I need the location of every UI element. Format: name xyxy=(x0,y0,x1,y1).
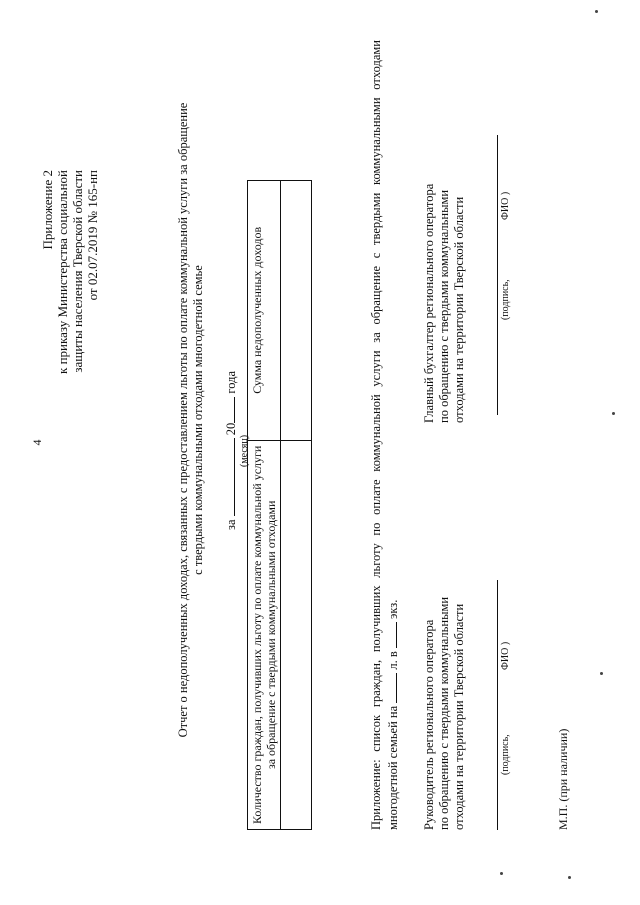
scan-speck xyxy=(612,412,615,415)
table-row xyxy=(281,181,312,830)
table-cell-sum xyxy=(281,181,312,441)
accountant-signature-line xyxy=(497,135,498,415)
stamp-placeholder: М.П. (при наличии) xyxy=(556,728,570,830)
period-year-prefix: 20 xyxy=(224,422,238,436)
director-signature-block xyxy=(422,597,467,830)
column-header-sum: Сумма недополученных доходов xyxy=(248,181,281,441)
report-title xyxy=(176,40,206,800)
month-caption: (месяц) xyxy=(239,434,250,467)
accountant-title-line1: Главный бухгалтер регионального оператора xyxy=(422,183,436,423)
appendix-note xyxy=(369,40,401,830)
director-title-line2: по обращению с твердыми коммунальными xyxy=(437,596,451,830)
scan-speck xyxy=(595,10,598,13)
director-caption-sign: (подпись, xyxy=(500,734,511,775)
sheets-blank xyxy=(384,673,397,703)
appendix-order-line: к приказу Министерства социальной xyxy=(55,170,70,374)
appendix-title: Приложение 2 xyxy=(40,170,55,250)
note-copies: экз. xyxy=(386,599,400,619)
year-blank xyxy=(222,397,235,423)
appendix-header xyxy=(40,170,100,374)
period-prefix: за xyxy=(224,519,238,530)
note-text: Приложение: список граждан, получивших льготу по оплате коммунальной услуги за обращение с твердыми коммунальными отходами многодетной семьей на xyxy=(369,40,400,830)
scan-speck xyxy=(500,872,503,875)
page-number: 4 xyxy=(30,439,44,446)
director-title-line3: отходами на территории Тверской области xyxy=(452,603,466,830)
accountant-title-line3: отходами на территории Тверской области xyxy=(452,196,466,423)
table-cell-count xyxy=(281,440,312,829)
scan-speck xyxy=(600,672,603,675)
table-header-row xyxy=(248,181,281,830)
accountant-caption-fio: ФИО ) xyxy=(500,191,511,220)
accountant-signature-block xyxy=(422,184,467,423)
scan-speck xyxy=(568,876,571,879)
appendix-date-number: от 02.07.2019 № 165-нп xyxy=(85,170,100,301)
accountant-title-line2: по обращению с твердыми коммунальными xyxy=(437,189,451,423)
report-table xyxy=(247,180,312,830)
month-blank xyxy=(222,438,235,516)
director-title-line1: Руководитель регионального оператора xyxy=(422,619,436,830)
accountant-caption-sign: (подпись, xyxy=(500,279,511,320)
director-caption-fio: ФИО ) xyxy=(500,641,511,670)
report-title-line1: Отчет о недополученных доходах, связанных с предоставлением льготы по оплате коммунальной услуги за обращение xyxy=(176,102,190,738)
copies-blank xyxy=(384,622,397,648)
report-period xyxy=(222,371,239,530)
director-signature-line xyxy=(497,580,498,830)
column-header-count: Количество граждан, получивших льготу по оплате коммунальной услуги за обращение с твердыми коммунальными отходами xyxy=(248,440,281,829)
period-suffix: года xyxy=(224,371,238,394)
report-title-line2: с твердыми коммунальными отходами многодетной семье xyxy=(191,265,205,575)
note-sheets: л. в xyxy=(386,651,400,670)
appendix-ministry-line: защиты населения Тверской области xyxy=(70,170,85,373)
